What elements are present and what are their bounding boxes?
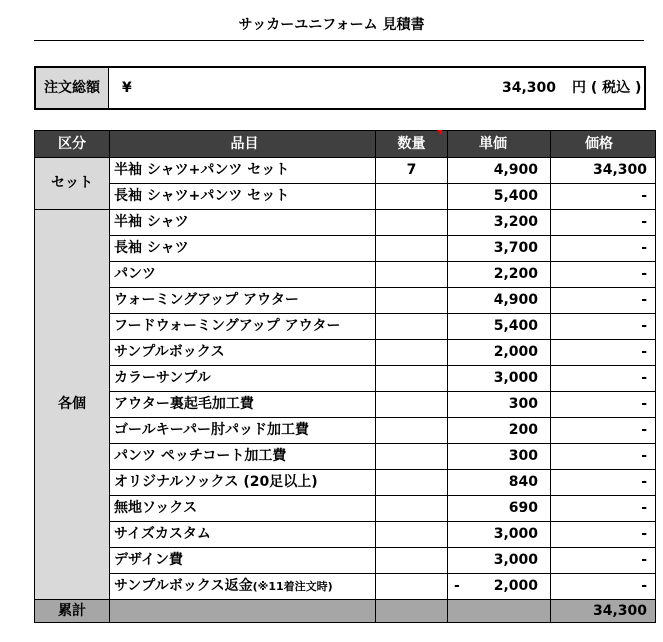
header-quantity: 数量 (376, 131, 448, 158)
item-cell[interactable]: カラーサンプル (110, 366, 376, 392)
header-unit-price: 単価 (448, 131, 551, 158)
unit-price-cell[interactable]: 3,000 (448, 548, 551, 574)
item-cell[interactable]: デザイン費 (110, 548, 376, 574)
unit-price-cell[interactable]: 3,000 (448, 522, 551, 548)
item-cell[interactable]: フードウォーミングアップ アウター (110, 314, 376, 340)
comment-indicator-icon[interactable] (437, 130, 442, 135)
quantity-cell[interactable] (376, 444, 448, 470)
quote-table (34, 130, 656, 623)
table-row (35, 470, 656, 496)
summary-total[interactable]: 34,300 (551, 600, 656, 623)
item-cell[interactable]: サンプルボックス (110, 340, 376, 366)
quantity-cell[interactable] (376, 392, 448, 418)
quantity-cell[interactable] (376, 184, 448, 210)
order-total-box (34, 66, 646, 110)
price-cell[interactable]: - (551, 340, 656, 366)
table-row (35, 548, 656, 574)
header-item: 品目 (110, 131, 376, 158)
unit-price-cell[interactable]: 300 (448, 444, 551, 470)
table-row (35, 496, 656, 522)
price-cell[interactable]: - (551, 522, 656, 548)
quantity-cell[interactable] (376, 418, 448, 444)
unit-price-cell[interactable]: 690 (448, 496, 551, 522)
price-cell[interactable]: - (551, 418, 656, 444)
summary-row (35, 600, 656, 623)
price-cell[interactable]: - (551, 470, 656, 496)
table-row (35, 366, 656, 392)
quantity-cell[interactable] (376, 548, 448, 574)
item-cell[interactable]: 無地ソックス (110, 496, 376, 522)
price-cell[interactable]: - (551, 262, 656, 288)
quantity-cell[interactable] (376, 340, 448, 366)
price-cell[interactable]: - (551, 444, 656, 470)
table-row (35, 158, 656, 184)
unit-price-cell[interactable] (448, 574, 551, 600)
quantity-cell[interactable] (376, 574, 448, 600)
quantity-cell[interactable] (376, 210, 448, 236)
table-row (35, 392, 656, 418)
table-row (35, 262, 656, 288)
unit-price-cell[interactable]: 5,400 (448, 184, 551, 210)
table-row (35, 314, 656, 340)
unit-price-cell[interactable]: 4,900 (448, 158, 551, 184)
quantity-cell[interactable]: 7 (376, 158, 448, 184)
unit-price-cell[interactable]: 3,200 (448, 210, 551, 236)
item-cell[interactable]: パンツ (110, 262, 376, 288)
item-label: サンプルボックス返金 (114, 578, 253, 594)
category-cell-individual: 各個 (35, 210, 110, 600)
header-price: 価格 (551, 131, 656, 158)
item-cell[interactable]: サイズカスタム (110, 522, 376, 548)
quantity-cell[interactable] (376, 496, 448, 522)
price-cell[interactable]: - (551, 288, 656, 314)
item-cell[interactable] (110, 574, 376, 600)
unit-price-cell[interactable]: 3,000 (448, 366, 551, 392)
category-cell-set: セット (35, 158, 110, 210)
negative-sign: - (454, 578, 460, 594)
table-row (35, 288, 656, 314)
quantity-cell[interactable] (376, 470, 448, 496)
item-cell[interactable]: 半袖 シャツ (110, 210, 376, 236)
item-cell[interactable]: パンツ ペッチコート加工費 (110, 444, 376, 470)
item-cell[interactable]: ゴールキーパー肘パッド加工費 (110, 418, 376, 444)
price-cell[interactable]: - (551, 314, 656, 340)
unit-price-cell[interactable]: 2,000 (448, 340, 551, 366)
table-row (35, 340, 656, 366)
price-cell[interactable]: - (551, 236, 656, 262)
table-header-row (35, 131, 656, 158)
price-cell[interactable]: - (551, 366, 656, 392)
currency-symbol: ¥ (122, 80, 132, 96)
summary-empty-qty (376, 600, 448, 623)
quantity-cell[interactable] (376, 262, 448, 288)
table-row (35, 522, 656, 548)
price-cell[interactable]: - (551, 210, 656, 236)
table-row (35, 184, 656, 210)
table-row (35, 574, 656, 600)
unit-price-cell[interactable]: 3,700 (448, 236, 551, 262)
unit-price-cell[interactable]: 2,200 (448, 262, 551, 288)
quantity-cell[interactable] (376, 288, 448, 314)
item-cell[interactable]: 半袖 シャツ+パンツ セット (110, 158, 376, 184)
unit-price-cell[interactable]: 840 (448, 470, 551, 496)
summary-label: 累計 (35, 600, 110, 623)
unit-price-cell[interactable]: 300 (448, 392, 551, 418)
price-cell[interactable]: - (551, 184, 656, 210)
table-row (35, 210, 656, 236)
item-cell[interactable]: ウォーミングアップ アウター (110, 288, 376, 314)
quantity-cell[interactable] (376, 366, 448, 392)
table-row (35, 236, 656, 262)
summary-empty-unit (448, 600, 551, 623)
unit-price-cell[interactable]: 4,900 (448, 288, 551, 314)
item-note: (※11着注文時) (252, 580, 333, 593)
order-total-label: 注文総額 (36, 68, 109, 108)
price-cell[interactable]: - (551, 548, 656, 574)
item-cell[interactable]: 長袖 シャツ (110, 236, 376, 262)
summary-empty-item (110, 600, 376, 623)
table-row (35, 418, 656, 444)
quantity-cell[interactable] (376, 236, 448, 262)
header-category: 区分 (35, 131, 110, 158)
title-underline (34, 40, 644, 41)
price-cell[interactable]: - (551, 496, 656, 522)
unit-price-value: 2,000 (493, 578, 538, 594)
item-cell[interactable]: アウター裏起毛加工費 (110, 392, 376, 418)
price-cell[interactable]: - (551, 392, 656, 418)
order-total-unit: 円 ( 税込 ) (572, 80, 642, 96)
unit-price-cell[interactable]: 5,400 (448, 314, 551, 340)
price-cell[interactable]: 34,300 (551, 158, 656, 184)
quantity-cell[interactable] (376, 522, 448, 548)
order-total-amount[interactable]: 34,300 (501, 80, 556, 96)
item-cell[interactable]: 長袖 シャツ+パンツ セット (110, 184, 376, 210)
unit-price-cell[interactable]: 200 (448, 418, 551, 444)
item-cell[interactable]: オリジナルソックス (20足以上) (110, 470, 376, 496)
price-cell[interactable]: - (551, 574, 656, 600)
table-row (35, 444, 656, 470)
quantity-cell[interactable] (376, 314, 448, 340)
document-title: サッカーユニフォーム 見積書 (238, 17, 425, 33)
